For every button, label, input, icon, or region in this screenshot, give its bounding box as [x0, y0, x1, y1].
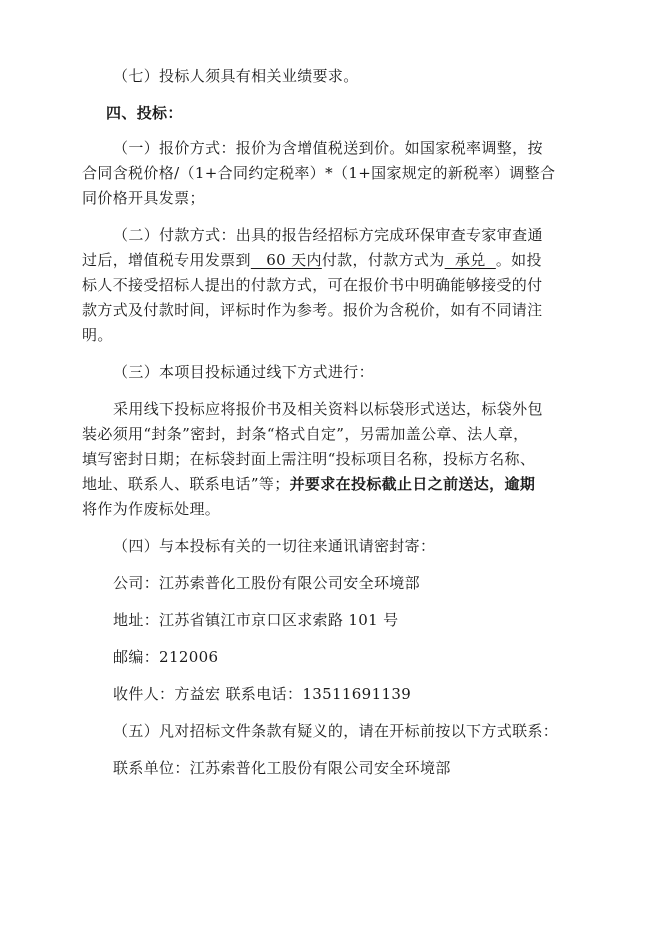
- offline-line-4: [82, 472, 582, 497]
- address-line: 地址：江苏省镇江市京口区求索路 101 号: [113, 611, 399, 629]
- section-heading-bidding: 四、投标：: [106, 104, 183, 122]
- clause-4-correspondence: （四）与本投标有关的一切往来通讯请密封寄：: [113, 537, 436, 555]
- clause-2-line-5: 明。: [82, 326, 113, 344]
- payment-method-value: 承兑: [444, 251, 496, 269]
- clause-2-line-2: [82, 248, 582, 273]
- offline-deadline-text: 并要求在投标截止日之前送达，逾期: [289, 475, 536, 493]
- clause-5-contact: （五）凡对招标文件条款有疑义的，请在开标前按以下方式联系：: [113, 722, 559, 740]
- recipient-line: 收件人：方益宏 联系电话：13511691139: [113, 685, 412, 703]
- clause-2-payment: [82, 223, 582, 348]
- company-line: 公司：江苏索普化工股份有限公司安全环境部: [113, 574, 421, 592]
- clause-2-text-c: 。如投: [495, 251, 542, 269]
- payment-days-value: 60 天内: [250, 251, 322, 269]
- clause-2-line-4: 款方式及付款时间，评标时作为参考。报价为含税价，如有不同请注: [82, 301, 543, 319]
- offline-line-3: 填写密封日期；在标袋封面上需注明“投标项目名称，投标方名称、: [82, 450, 536, 468]
- clause-2-line-1: （二）付款方式：出具的报告经招标方完成环保审查专家审查通: [113, 226, 543, 244]
- clause-3-offline: （三）本项目投标通过线下方式进行：: [113, 363, 374, 381]
- clause-1-line-2: 合同含税价格/（1+合同约定税率）*（1+国家规定的新税率）调整合: [82, 164, 556, 182]
- clause-7: （七）投标人须具有相关业绩要求。: [113, 67, 359, 85]
- offline-bid-instructions: [82, 397, 582, 522]
- clause-2-text-a: 过后，增值税专用发票到: [82, 251, 251, 269]
- postcode-line: 邮编：212006: [113, 648, 219, 666]
- clause-1-line-3: 同价格开具发票；: [82, 189, 205, 207]
- document-page: [82, 64, 582, 781]
- offline-line-5: 将作为作废标处理。: [82, 500, 221, 518]
- offline-line-1: 采用线下投标应将报价书及相关资料以标袋形式送达，标袋外包: [113, 400, 543, 418]
- clause-1-pricing: [82, 136, 582, 211]
- offline-line-2: 装必须用“封条”密封，封条“格式自定”，另需加盖公章、法人章，: [82, 425, 529, 443]
- clause-2-line-3: 标人不接受招标人提出的付款方式，可在报价书中明确能够接受的付: [82, 276, 543, 294]
- contact-unit-line: 联系单位：江苏索普化工股份有限公司安全环境部: [113, 759, 451, 777]
- clause-2-text-b: 付款，付款方式为: [321, 251, 445, 269]
- clause-1-line-1: （一）报价方式：报价为含增值税送到价。如国家税率调整，按: [113, 139, 543, 157]
- offline-line-4-text: 地址、联系人、联系电话”等；: [82, 475, 290, 493]
